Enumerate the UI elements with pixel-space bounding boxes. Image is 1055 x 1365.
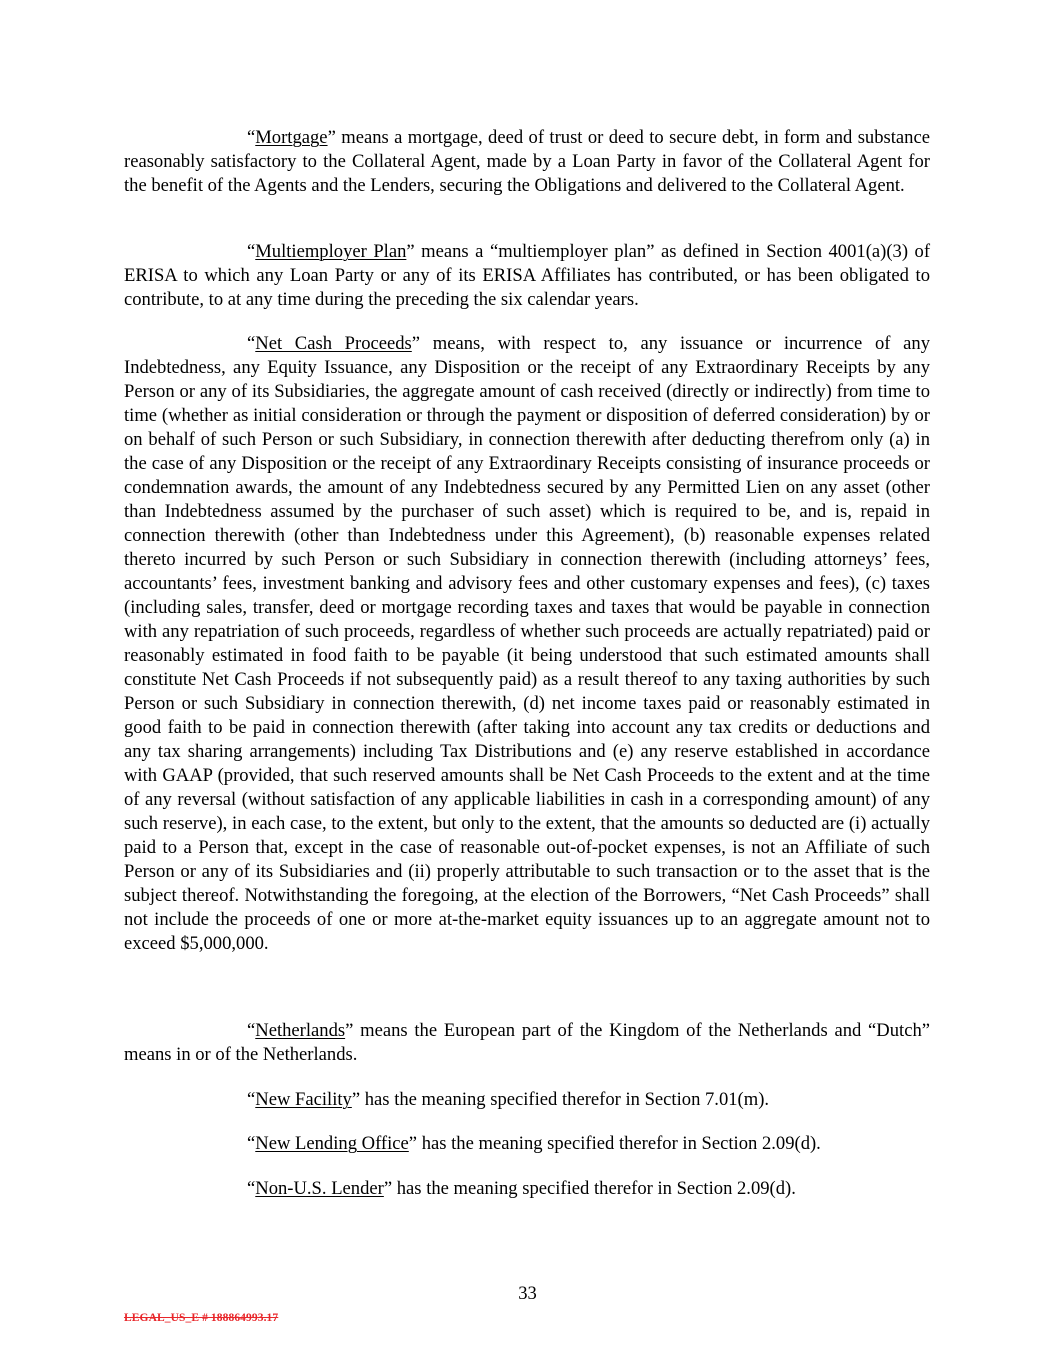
close-quote: ” xyxy=(406,241,415,262)
definition-body: has the meaning specified therefor in Section 2.09(d). xyxy=(417,1133,821,1154)
page-number: 33 xyxy=(518,1283,537,1304)
close-quote: ” xyxy=(411,333,421,354)
defined-term: Multiemployer Plan xyxy=(255,241,407,262)
definition-mortgage xyxy=(124,126,930,198)
open-quote: “ xyxy=(247,1020,256,1041)
definition-body: means, with respect to, any issuance or incurrence of any Indebtedness, any Equity Issuance, any Disposition or the receipt of any Extraordinary Receipts by any Person or any of its Subsidiaries, the aggregate amount of cash received (directly or indirectly) from time to time (whether as initial consideration or through the payment or disposition of deferred consideration) by or on behalf of such Person or such Subsidiary, in connection therewith after deducting therefrom only (a) in the case of any Disposition or the receipt of any Extraordinary Receipts consisting of insurance proceeds or condemnation awards, the amount of any Indebtedness secured by any Permitted Lien on any asset (other than Indebtedness assumed by the purchaser of such asset) which is required to be, and is, repaid in connection therewith (other than Indebtedness under this Agreement), (b) reasonable expenses related thereto incurred by such Person or such Subsidiary in connection therewith (including attorneys’ fees, accountants’ fees, investment banking and advisory fees and other customary expenses and fees), (c) taxes (including sales, transfer, deed or mortgage recording taxes and taxes that would be payable in connection with any repatriation of such proceeds, regardless of whether such proceeds are actually repatriated) paid or reasonably estimated in food faith to be payable (it being understood that such estimated amounts shall constitute Net Cash Proceeds if not subsequently paid) as a result thereof to any taxing authorities by such Person or such Subsidiary in connection therewith, (d) net income taxes paid or reasonably estimated in good faith to be paid in connection therewith (after taking into account any tax credits or deductions and any tax sharing arrangements) including Tax Distributions and (e) any reserve established in accordance with GAAP (provided, that such reserved amounts shall be Net Cash Proceeds to the extent and at the time of any reversal (without satisfaction of any applicable liabilities in cash in a corresponding amount) of any such reserve), in each case, to the extent, but only to the extent, that the amounts so deducted are (i) actually paid to a Person that, except in the case of reasonable out-of-pocket expenses, is not an Affiliate of such Person or any of its Subsidiaries and (ii) properly attributable to such transaction or to the asset that is the subject thereof. Notwithstanding the foregoing, at the election of the Borrowers, “Net Cash Proceeds” shall not include the proceeds of one or more at-the-market equity issuances up to an aggregate amount not to exceed $5,000,000. xyxy=(124,333,930,954)
open-quote: “ xyxy=(247,127,256,148)
close-quote: ” xyxy=(408,1133,418,1154)
close-quote: ” xyxy=(345,1020,354,1041)
open-quote: “ xyxy=(247,333,256,354)
definition-body: means a mortgage, deed of trust or deed to secure debt, in form and substance reasonably satisfactory to the Collateral Agent, made by a Loan Party in favor of the Collateral Agent for the benefit of the Agents and the Lenders, securing the Obligations and delivered to the Collateral Agent. xyxy=(124,127,930,196)
definition-non-us-lender xyxy=(124,1177,930,1201)
document-footer-id: LEGAL_US_E # 188864993.17 xyxy=(124,1312,279,1324)
open-quote: “ xyxy=(247,1178,256,1199)
close-quote: ” xyxy=(383,1178,393,1199)
open-quote: “ xyxy=(247,1089,256,1110)
defined-term: Mortgage xyxy=(255,127,328,148)
defined-term: Net Cash Proceeds xyxy=(255,333,412,354)
definition-body: has the meaning specified therefor in Section 7.01(m). xyxy=(360,1089,770,1110)
open-quote: “ xyxy=(247,1133,256,1154)
definition-body: means the European part of the Kingdom of the Netherlands and “Dutch” means in or of the Netherlands. xyxy=(124,1020,930,1065)
defined-term: Non-U.S. Lender xyxy=(255,1178,384,1199)
definition-multiemployer-plan xyxy=(124,240,930,312)
close-quote: ” xyxy=(327,127,336,148)
definition-new-facility xyxy=(124,1088,930,1112)
defined-term: New Lending Office xyxy=(255,1133,409,1154)
definition-body: means a “multiemployer plan” as defined in Section 4001(a)(3) of ERISA to which any Loan Party or any of its ERISA Affiliates has contributed, or has been obligated to contribute, to at any time during the preceding the six calendar years. xyxy=(124,241,931,310)
defined-term: New Facility xyxy=(255,1089,352,1110)
definition-body: has the meaning specified therefor in Section 2.09(d). xyxy=(392,1178,796,1199)
definition-net-cash-proceeds xyxy=(124,332,930,956)
definition-netherlands xyxy=(124,1019,930,1067)
defined-term: Netherlands xyxy=(255,1020,346,1041)
close-quote: ” xyxy=(351,1089,361,1110)
definition-new-lending-office xyxy=(124,1132,930,1156)
open-quote: “ xyxy=(247,241,256,262)
